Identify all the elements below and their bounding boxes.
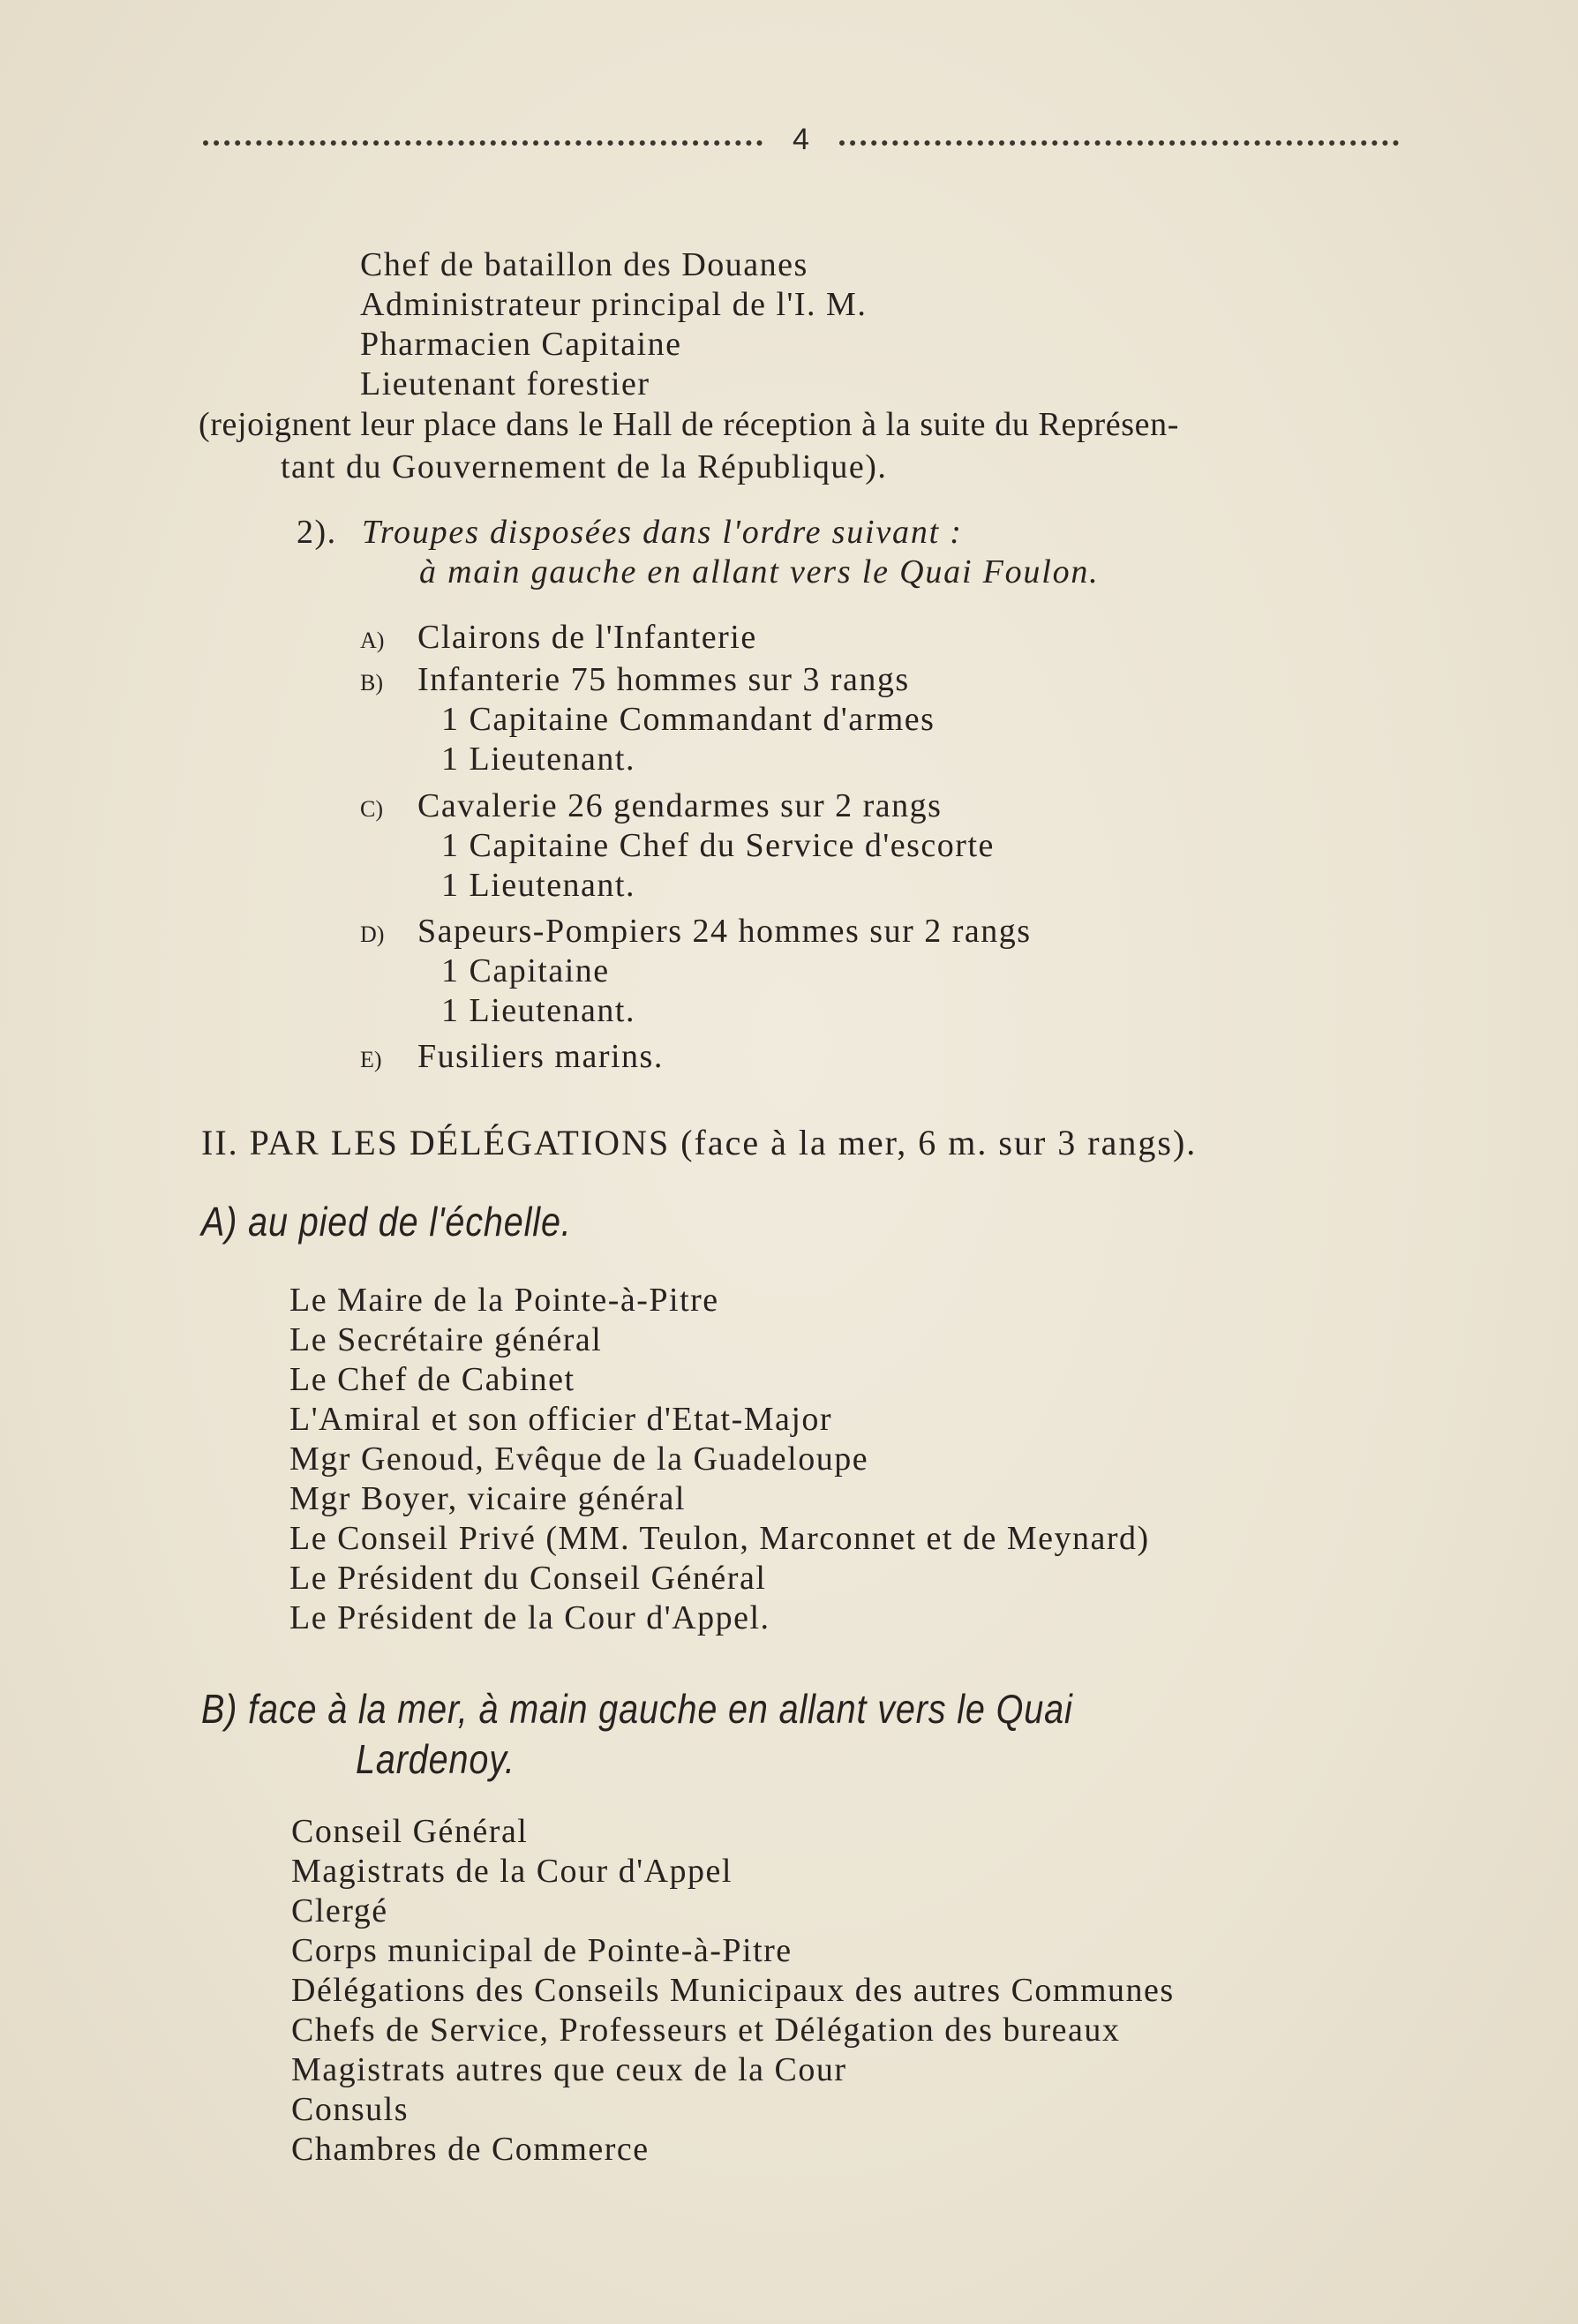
top-list-item: Administrateur principal de l'I. M. [360,286,868,323]
delegation-a-item: Mgr Boyer, vicaire général [289,1480,686,1517]
troops-heading-sub: à main gauche en allant vers le Quai Foulon. [419,553,1100,590]
troop-item: 1 Capitaine Commandant d'armes [441,701,936,738]
delegation-a-item: Le Président du Conseil Général [289,1560,767,1597]
note-line: tant du Gouvernement de la République). [281,448,888,485]
delegation-a-item: Le Président de la Cour d'Appel. [289,1599,770,1636]
troop-letter-b: B) [360,670,383,696]
delegation-a-item: Le Secrétaire général [289,1321,603,1358]
delegation-a-item: Le Conseil Privé (MM. Teulon, Marconnet et de Meynard) [289,1520,1150,1557]
troops-heading-number: 2). [297,514,337,551]
troop-item: Cavalerie 26 gendarmes sur 2 rangs [417,787,943,824]
delegation-b-item: Délégations des Conseils Municipaux des autres Communes [291,1972,1175,2009]
troop-item: Infanterie 75 hommes sur 3 rangs [417,661,910,698]
top-list-item: Pharmacien Capitaine [360,326,682,363]
note-line: (rejoignent leur place dans le Hall de réception à la suite du Représen- [199,406,1179,443]
delegation-b-item: Clergé [291,1892,388,1929]
dotted-rule-left [203,140,763,146]
troop-letter [360,618,384,660]
delegation-a-item: Le Maire de la Pointe-à-Pitre [289,1282,719,1319]
delegation-a-item: Mgr Genoud, Evêque de la Guadeloupe [289,1440,869,1478]
troop-letter [360,786,383,829]
troops-heading: Troupes disposées dans l'ordre suivant : [362,514,963,551]
delegation-a-item: L'Amiral et son officier d'Etat-Major [289,1401,833,1438]
subsection-a-heading: A) au pied de l'échelle. [201,1199,572,1245]
section-heading-delegations: II. PAR LES DÉLÉGATIONS (face à la mer, 6 m. sur 3 rangs). [201,1123,1198,1162]
troop-item: 1 Lieutenant. [441,992,635,1029]
troop-item: 1 Lieutenant. [441,867,635,904]
delegation-b-item: Conseil Général [291,1813,529,1850]
troop-item: 1 Lieutenant. [441,741,635,778]
delegation-b-item: Magistrats autres que ceux de la Cour [291,2051,847,2088]
troop-item: 1 Capitaine [441,952,610,989]
delegation-b-item: Chefs de Service, Professeurs et Délégation des bureaux [291,2012,1121,2049]
subsection-b-heading: B) face à la mer, à main gauche en allant vers le Quai [201,1686,1073,1732]
page-header [203,113,1399,166]
delegation-b-item: Consuls [291,2091,409,2128]
troop-item: Fusiliers marins. [417,1038,664,1075]
delegation-b-item: Corps municipal de Pointe-à-Pitre [291,1932,793,1969]
troop-item: 1 Capitaine Chef du Service d'escorte [441,827,995,864]
troop-letter [360,660,383,703]
troop-letter-e: E) [360,1047,382,1072]
troop-letter [360,912,384,954]
troop-letter-d: D) [360,921,385,947]
delegation-a-item: Le Chef de Cabinet [289,1361,575,1398]
dotted-rule-right [839,140,1399,146]
troop-letter [360,1037,382,1079]
delegation-b-item: Chambres de Commerce [291,2131,650,2168]
troop-letter-a: A) [360,628,385,653]
troop-letter-c: C) [360,796,383,822]
delegation-b-item: Magistrats de la Cour d'Appel [291,1853,733,1890]
top-list-item: Chef de bataillon des Douanes [360,246,808,283]
troop-item: Clairons de l'Infanterie [417,619,757,656]
troop-item: Sapeurs-Pompiers 24 hommes sur 2 rangs [417,913,1032,950]
page-number: 4 [793,122,809,156]
subsection-b-heading-cont: Lardenoy. [356,1736,515,1782]
top-list-item: Lieutenant forestier [360,365,650,402]
